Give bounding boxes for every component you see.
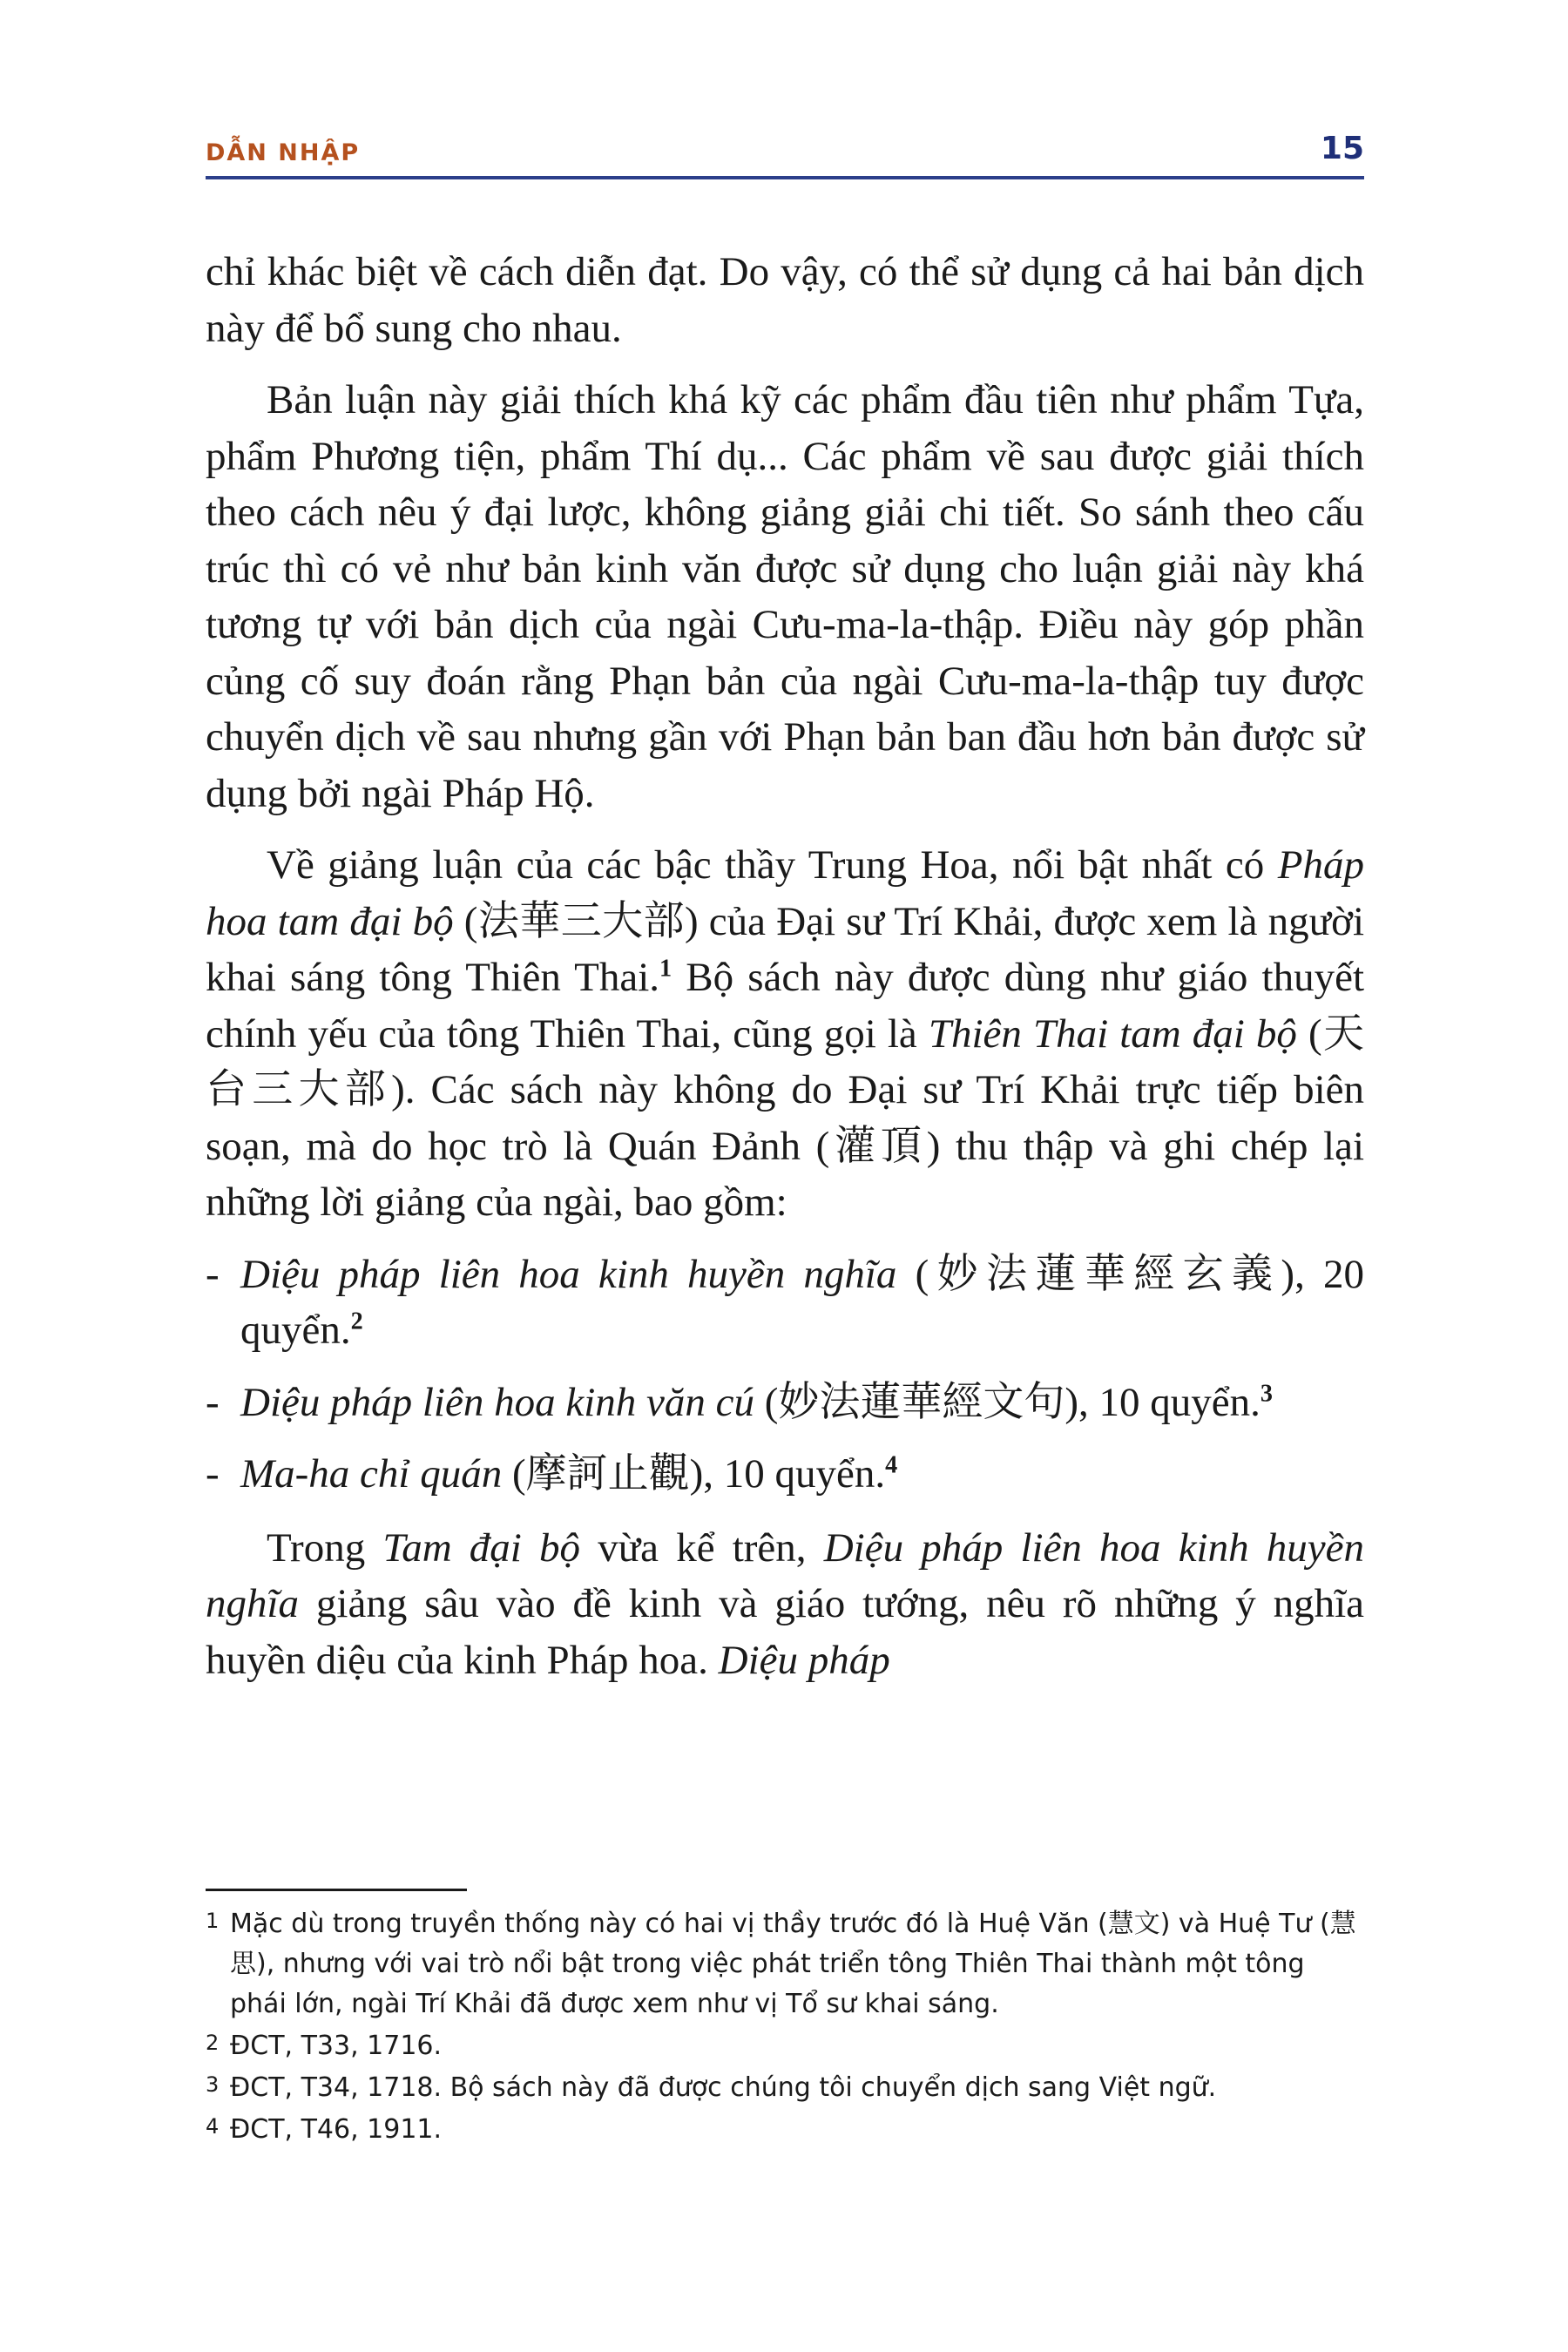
footnote-number: 3 (206, 2072, 220, 2097)
footnote-number: 1 (206, 1909, 220, 1933)
list-dash: - (206, 1379, 220, 1425)
p4-text-2: vừa kể trên, (580, 1524, 824, 1571)
footnote (206, 2026, 1364, 2066)
footnote-ref-1[interactable]: 1 (659, 955, 672, 983)
footnote-text: ĐCT, T33, 1716. (230, 2031, 443, 2061)
paragraph-2: Bản luận này giải thích khá kỹ các phẩm đầu tiên như phẩm Tựa, phẩm Phương tiện, phẩm Thí dụ... Các phẩm về sau được giải thích theo cách nêu ý đại lược, không giảng giải chi tiết. So sánh theo cấu trúc thì có vẻ như bản kinh văn được sử dụng cho luận giải này khá tương tự với bản dịch của ngài Cưu-ma-la-thập. Điều này góp phần củng cố suy đoán rằng Phạn bản của ngài Cưu-ma-la-thập tuy được chuyển dịch về sau nhưng gần với Phạn bản ban đầu hơn bản được sử dụng bởi ngài Pháp Hộ. (206, 377, 1364, 816)
paragraph-1: chỉ khác biệt về cách diễn đạt. Do vậy, có thể sử dụng cả hai bản dịch này để bổ sung cho nhau. (206, 249, 1364, 351)
p3-text-3: Bộ sách này được dùng như giáo thuyết chính yếu của tông Thiên Thai, cũng gọi là (206, 955, 1364, 1057)
p3-text-4: (天台三大部). Các sách này không do Đại sư Trí Khải trực tiếp biên soạn, mà do học trò là Quán Đảnh (灌頂) thu thập và ghi chép lại những lời giảng của ngài, bao gồm: (206, 1010, 1364, 1225)
works-list (206, 1247, 1364, 1503)
footnote-separator (206, 1889, 467, 1891)
list-item (206, 1375, 1364, 1431)
list-dash: - (206, 1251, 220, 1297)
body-text (206, 244, 1364, 1704)
footnote (206, 2110, 1364, 2150)
footnote-ref-3[interactable]: 3 (1260, 1379, 1273, 1407)
p4-italic-1: Tam đại bộ (382, 1524, 581, 1571)
footnote-ref-4[interactable]: 4 (885, 1451, 898, 1479)
list-item-title: Diệu pháp liên hoa kinh huyền nghĩa (240, 1251, 897, 1297)
footnote (206, 2068, 1364, 2108)
footnote (206, 1904, 1364, 2024)
p3-text-1: Về giảng luận của các bậc thầy Trung Hoa, nổi bật nhất có (267, 842, 1278, 888)
p4-italic-3: Diệu pháp (718, 1637, 890, 1683)
footnote-text: ĐCT, T34, 1718. Bộ sách này đã được chúng tôi chuyển dịch sang Việt ngữ. (230, 2072, 1217, 2103)
running-header (206, 129, 1364, 179)
list-item-title: Diệu pháp liên hoa kinh văn cú (240, 1379, 754, 1425)
list-item-title: Ma-ha chỉ quán (240, 1451, 503, 1497)
list-item-detail: (妙法蓮華經玄義), 20 quyển. (240, 1251, 1364, 1353)
list-dash: - (206, 1451, 220, 1497)
page-number: 15 (1320, 131, 1364, 166)
p3-text-2: (法華三大部) của Đại sư Trí Khải, được xem là người khai sáng tông Thiên Thai. (206, 898, 1364, 1000)
footnote-number: 2 (206, 2031, 220, 2055)
list-item-detail: (妙法蓮華經文句), 10 quyển. (754, 1379, 1260, 1425)
list-item (206, 1446, 1364, 1503)
footnote-text: Mặc dù trong truyền thống này có hai vị thầy trước đó là Huệ Văn (慧文) và Huệ Tư (慧思), nhưng với vai trò nổi bật trong việc phát triển tông Thiên Thai thành một tông phái lớn, ngài Trí Khải đã được xem như vị Tổ sư khai sáng. (230, 1909, 1356, 2019)
section-title: DẪN NHẬP (206, 139, 361, 166)
footnote-number: 4 (206, 2114, 220, 2139)
paragraph-4 (206, 1520, 1364, 1689)
p3-italic-title-1: Pháp hoa tam đại bộ (206, 842, 1364, 944)
p4-text-3: giảng sâu vào đề kinh và giáo tướng, nêu rõ những ý nghĩa huyền diệu của kinh Pháp hoa. (206, 1581, 1364, 1683)
paragraph-3 (206, 837, 1364, 1231)
footnotes (206, 1904, 1364, 2152)
p4-italic-2: Diệu pháp liên hoa kinh huyền nghĩa (206, 1524, 1364, 1626)
p3-italic-title-2: Thiên Thai tam đại bộ (928, 1010, 1297, 1057)
p4-text-1: Trong (267, 1524, 383, 1571)
footnote-text: ĐCT, T46, 1911. (230, 2114, 443, 2145)
list-item-detail: (摩訶止觀), 10 quyển. (502, 1451, 886, 1497)
footnote-ref-2[interactable]: 2 (350, 1308, 363, 1335)
list-item (206, 1247, 1364, 1359)
